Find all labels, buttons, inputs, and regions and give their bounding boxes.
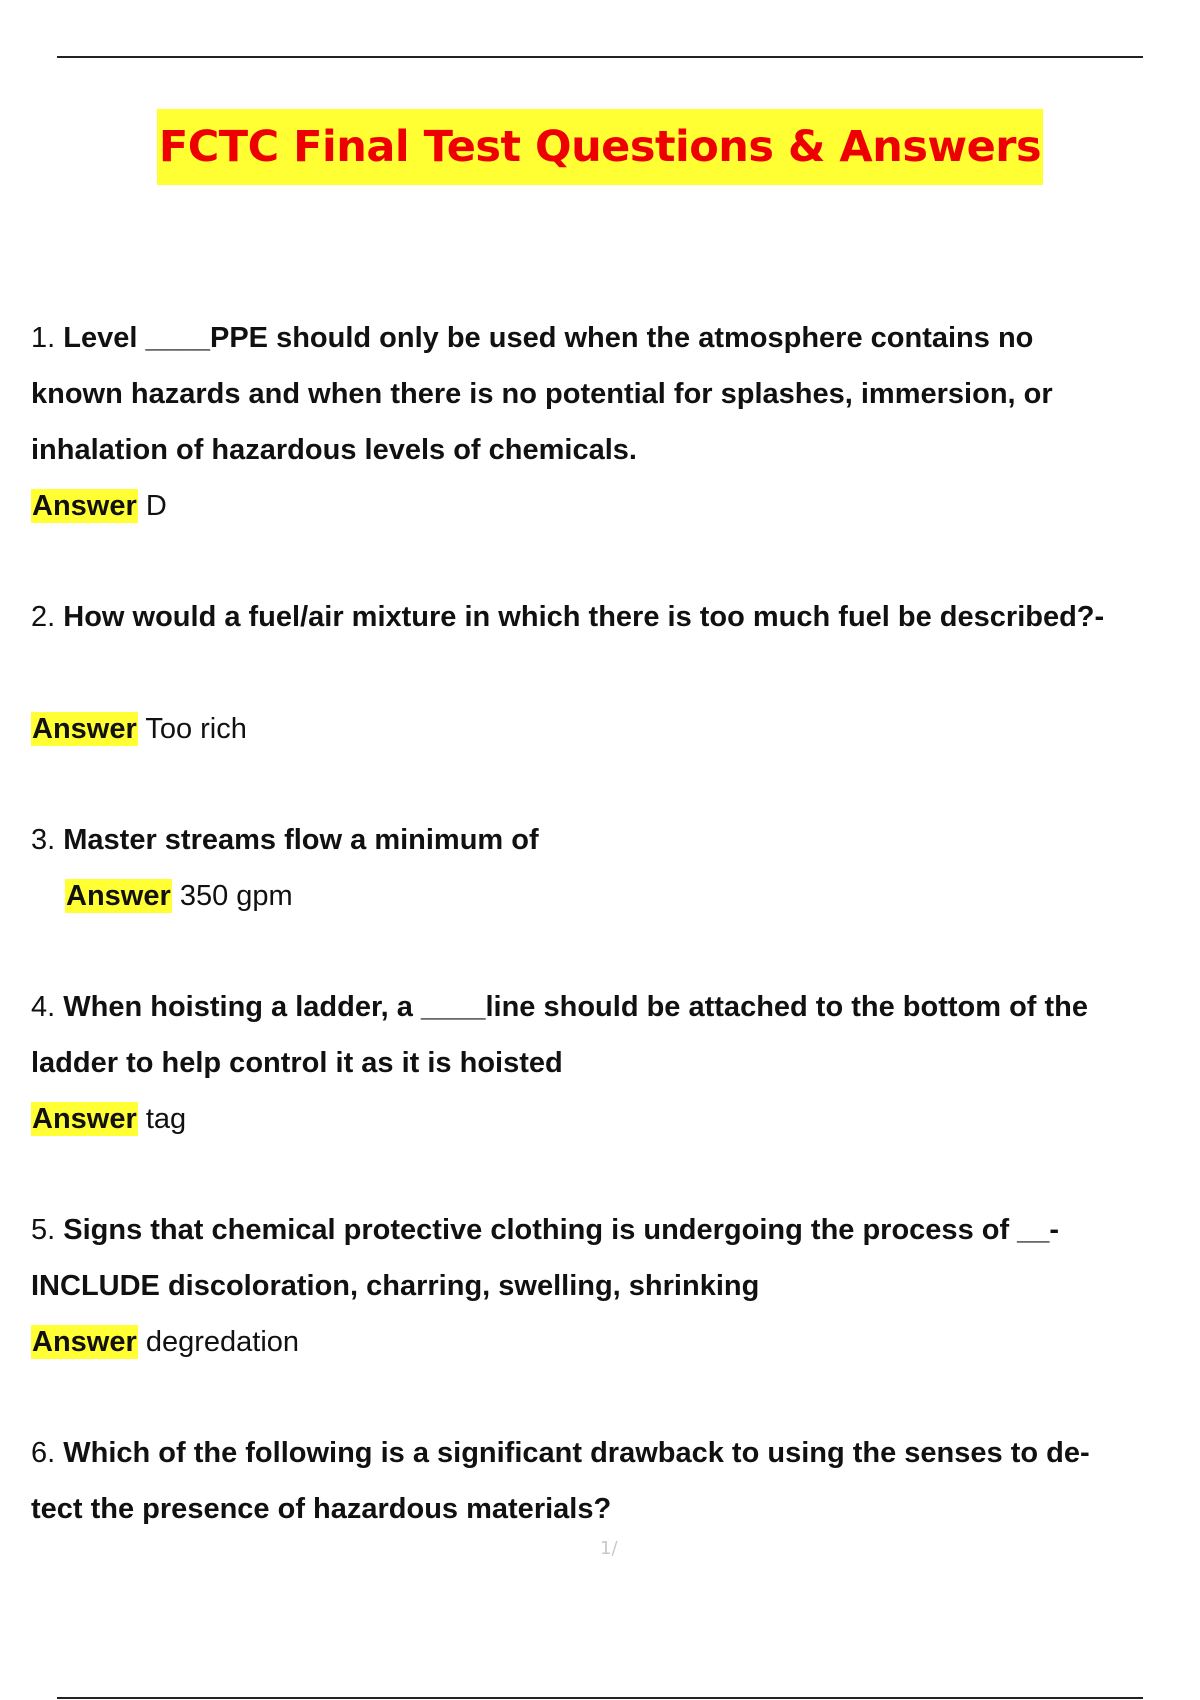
question-text: tect the presence of hazardous materials? (31, 1493, 612, 1525)
question-line (31, 1035, 1196, 1091)
question-line (31, 1481, 1196, 1537)
answer-value: 350 gpm (179, 880, 293, 912)
answer-line (31, 478, 1196, 534)
question-line (31, 812, 1196, 868)
question-text: How would a fuel/air mixture in which there is too much fuel be described?- (63, 601, 1105, 633)
question-number: 4. (31, 991, 56, 1023)
title-block (0, 109, 1200, 185)
question-number: 2. (31, 601, 56, 633)
question-number: 3. (31, 824, 56, 856)
answer-label: Answer (32, 1326, 137, 1358)
question-text: inhalation of hazardous levels of chemicals. (31, 434, 637, 466)
answer-value: tag (145, 1103, 187, 1135)
qa-item-4 (31, 979, 1196, 1147)
question-line (31, 366, 1196, 422)
answer-line (31, 1314, 1196, 1370)
question-number: 5. (31, 1214, 56, 1246)
question-line (31, 589, 1196, 645)
question-text: Signs that chemical protective clothing is undergoing the process of __- (63, 1214, 1060, 1246)
question-line (31, 422, 1196, 478)
answer-label: Answer (32, 1103, 137, 1135)
answer-label: Answer (32, 490, 137, 522)
qa-item-1 (31, 310, 1196, 534)
answer-label: Answer (66, 880, 171, 912)
question-number: 1. (31, 322, 56, 354)
question-line (31, 1202, 1196, 1258)
answer-line (31, 868, 1196, 924)
question-text: Level ____PPE should only be used when the atmosphere contains no (63, 322, 1034, 354)
question-text: INCLUDE discoloration, charring, swelling, shrinking (31, 1270, 760, 1302)
qa-item-5 (31, 1202, 1196, 1370)
answer-value: Too rich (145, 713, 247, 745)
question-line (31, 310, 1196, 366)
answer-line (31, 701, 1196, 757)
page-number: 1/ (600, 1538, 618, 1559)
top-rule (57, 56, 1143, 58)
question-line (31, 979, 1196, 1035)
question-text: When hoisting a ladder, a ____line should be attached to the bottom of the (63, 991, 1089, 1023)
bottom-rule (57, 1697, 1143, 1699)
question-line (31, 1425, 1196, 1481)
qa-item-3 (31, 812, 1196, 924)
question-text: Which of the following is a significant drawback to using the senses to de- (63, 1437, 1090, 1469)
question-line (31, 1258, 1196, 1314)
question-text: Master streams flow a minimum of (63, 824, 539, 856)
question-text: ladder to help control it as it is hoisted (31, 1047, 563, 1079)
qa-item-6 (31, 1425, 1196, 1537)
document-title: FCTC Final Test Questions & Answers (157, 109, 1043, 185)
question-number: 6. (31, 1437, 56, 1469)
qa-item-2 (31, 589, 1196, 757)
answer-value: degredation (145, 1326, 300, 1358)
answer-value: D (145, 490, 167, 522)
answer-label: Answer (32, 713, 137, 745)
answer-line (31, 1091, 1196, 1147)
question-text: known hazards and when there is no potential for splashes, immersion, or (31, 378, 1053, 410)
